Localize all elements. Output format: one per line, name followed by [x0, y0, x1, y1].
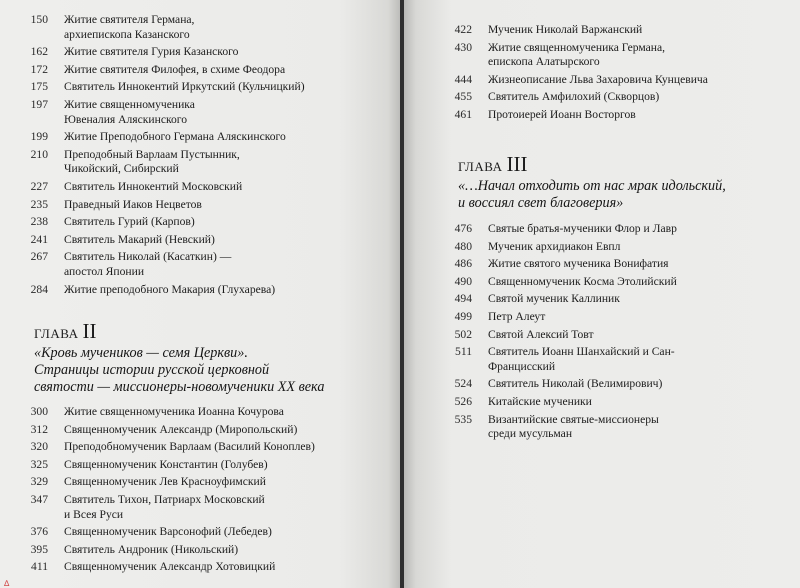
- toc-page-number: 197: [30, 98, 48, 111]
- toc-entry-title: Священномученик Косма Этолийский: [488, 274, 677, 288]
- toc-entry-title: Византийские святые-миссионеры среди мусульман: [488, 412, 659, 441]
- toc-entry-title: Святитель Гурий (Карпов): [64, 215, 195, 229]
- toc-page-number: 238: [30, 215, 48, 229]
- toc-entry-title: Житие священномученика Германа, епископа Алатырского: [488, 40, 666, 69]
- toc-page-number: 535: [454, 412, 472, 426]
- toc-entry-title: Священномученик Константин (Голубев): [64, 457, 268, 471]
- toc-entry-title: Житие святителя Гурия Казанского: [64, 45, 239, 59]
- toc-page-number: 524: [454, 377, 472, 391]
- toc-page-number: 476: [454, 222, 472, 235]
- toc-entry-title: Святитель Тихон, Патриарх Московский и Всея Руси: [64, 493, 265, 521]
- toc-page-number: 376: [30, 525, 48, 539]
- toc-entry-title: Житие священномученика Ювеналия Аляскинского: [64, 98, 195, 126]
- toc-page-number: 430: [454, 40, 472, 54]
- toc-entry-title: Мученик архидиакон Евпл: [488, 239, 621, 253]
- toc-entry-title: Праведный Иаков Нецветов: [64, 197, 202, 211]
- toc-page-number: 172: [30, 62, 48, 76]
- chapter-epigraph: «Кровь мучеников — семя Церкви». Страницы истории русской церковной святости — миссионеры-новомученики XX века: [34, 345, 325, 395]
- toc-page-number: 347: [30, 493, 48, 506]
- chapter-label: ГЛАВА: [34, 326, 79, 341]
- toc-entry-title: Святитель Иннокентий Московский: [64, 180, 243, 193]
- toc-page-number: 411: [31, 560, 48, 574]
- toc-page-number: 455: [454, 90, 472, 104]
- toc-entry-title: Святой Алексий Товт: [488, 327, 594, 341]
- toc-page-number: 300: [30, 405, 48, 418]
- toc-entry-title: Преподобный Варлаам Пустынник, Чикойский, Сибирский: [64, 147, 240, 176]
- toc-page-number: 267: [30, 250, 48, 264]
- toc-entry-title: Святые братья-мученики Флор и Лавр: [488, 222, 677, 235]
- toc-entry-title: Жизнеописание Льва Захаровича Кунцевича: [488, 72, 708, 86]
- toc-entry-title: Житие преподобного Макария (Глухарева): [64, 282, 276, 296]
- toc-page-number: 461: [454, 108, 472, 121]
- toc-page-number: 150: [30, 13, 48, 26]
- toc-entry-title: Священномученик Лев Красноуфимский: [64, 475, 266, 489]
- toc-entry-title: Священномученик Варсонофий (Лебедев): [64, 525, 272, 539]
- toc-entry-title: Святитель Амфилохий (Скворцов): [488, 90, 660, 104]
- corner-mark-icon: ∆: [4, 579, 10, 588]
- toc-entry-title: Святитель Иоанн Шанхайский и Сан- Францисский: [488, 345, 675, 373]
- toc-page-number: 526: [454, 395, 472, 408]
- right-page: [404, 0, 800, 588]
- toc-entry-title: Житие священномученика Иоанна Кочурова: [64, 405, 284, 418]
- toc-entry-title: Китайские мученики: [488, 395, 592, 408]
- toc-page-number: 227: [30, 180, 48, 193]
- toc-entry-title: Житие Преподобного Германа Аляскинского: [64, 130, 286, 144]
- toc-page-number: 325: [30, 457, 48, 471]
- toc-page-number: 210: [30, 147, 48, 161]
- chapter-label: ГЛАВА: [458, 159, 503, 174]
- toc-page-number: 395: [30, 542, 48, 556]
- chapter-heading-3: [458, 152, 527, 177]
- toc-page-number: 499: [454, 310, 472, 323]
- chapter-numeral: II: [82, 319, 97, 343]
- toc-page-number: 284: [30, 282, 48, 296]
- toc-page-number: 320: [30, 440, 48, 454]
- chapter-numeral: III: [506, 152, 528, 176]
- toc-entry-title: Житие святителя Германа, архиепископа Казанского: [64, 13, 195, 41]
- toc-page-number: 486: [454, 257, 472, 271]
- chapter-heading-2: [34, 319, 96, 344]
- toc-page-number: 490: [454, 274, 472, 288]
- toc-entry-title: Святитель Иннокентий Иркутский (Кульчицкий): [64, 80, 305, 94]
- toc-entry-title: Священномученик Александр (Миропольский): [64, 422, 298, 436]
- toc-page-number: 199: [30, 130, 48, 144]
- chapter-epigraph: «…Начал отходить от нас мрак идольский, и воссиял свет благоверия»: [458, 178, 726, 211]
- toc-page-number: 502: [454, 327, 472, 341]
- toc-entry-title: Житие святого мученика Вонифатия: [488, 257, 669, 271]
- toc-entry-title: Житие святителя Филофея, в схиме Феодора: [64, 62, 286, 76]
- toc-entry-title: Святитель Андроник (Никольский): [64, 542, 239, 556]
- toc-entry-title: Святитель Николай (Касаткин) — апостол Японии: [64, 250, 232, 278]
- toc-page-number: 329: [30, 475, 48, 489]
- toc-entry-title: Священномученик Александр Хотовицкий: [64, 560, 276, 574]
- toc-page-number: 312: [30, 422, 48, 436]
- toc-page-number: 494: [454, 292, 472, 306]
- toc-page-number: 235: [30, 197, 48, 211]
- toc-page-number: 162: [30, 45, 48, 59]
- toc-page-number: 175: [30, 80, 48, 94]
- toc-page-number: 511: [455, 345, 472, 359]
- toc-page-number: 480: [454, 239, 472, 253]
- toc-entry-title: Мученик Николай Варжанский: [488, 23, 643, 36]
- toc-entry-title: Святитель Николай (Велимирович): [488, 377, 663, 391]
- toc-entry-title: Петр Алеут: [488, 310, 546, 323]
- toc-entry-title: Преподобномученик Варлаам (Василий Коноплев): [64, 440, 315, 454]
- toc-entry-title: Святой мученик Каллиник: [488, 292, 620, 306]
- toc-page-number: 241: [30, 232, 48, 246]
- toc-entry-title: Протоиерей Иоанн Восторгов: [488, 108, 636, 121]
- toc-entry-title: Святитель Макарий (Невский): [64, 232, 215, 246]
- toc-page-number: 422: [454, 23, 472, 36]
- toc-page-number: 444: [454, 72, 472, 86]
